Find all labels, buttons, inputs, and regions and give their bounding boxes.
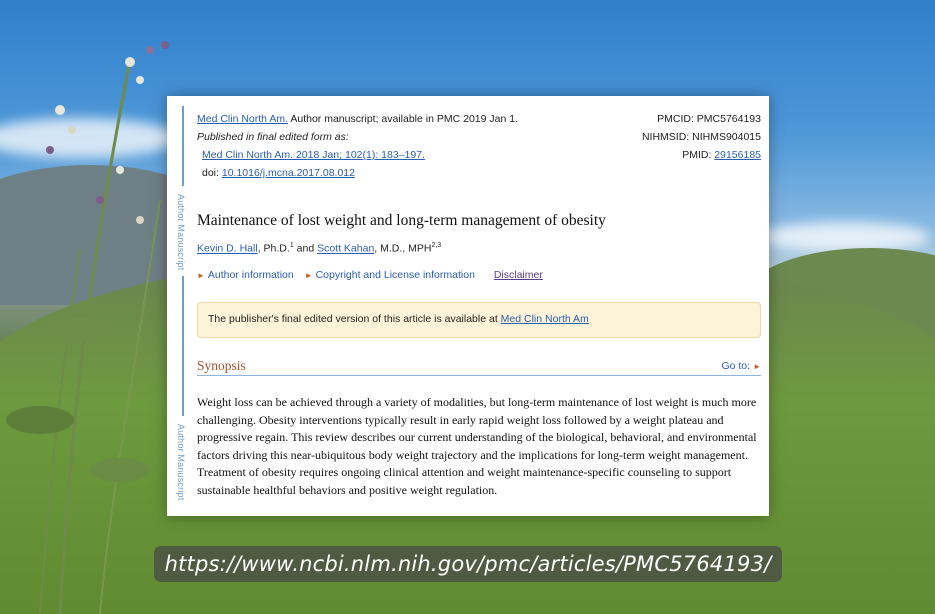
author-info-toggle[interactable] [197,269,298,281]
triangle-right-icon: ► [197,271,205,280]
doi-label: doi: [202,167,222,179]
section-title: Synopsis [197,358,246,373]
triangle-right-icon: ► [304,271,313,280]
pmid-label: PMID: [682,149,715,161]
pmid-link[interactable]: 29156185 [714,149,761,161]
article-screenshot [167,96,769,516]
author-list [197,242,441,255]
author-info-label: Author information [207,269,294,281]
copyright-info-label: Copyright and License information [315,269,475,281]
triangle-right-icon: ► [753,362,761,371]
notice-text: The publisher's final edited version of this article is available at [208,313,501,325]
author-manuscript-label: Author Manuscript [176,424,186,501]
strip-line [182,276,184,416]
goto-label: Go to: [721,360,751,372]
affiliation-sup: 2,3 [431,242,442,249]
disclaimer-link[interactable]: Disclaimer [493,269,543,281]
strip-line [182,106,184,186]
doi-link[interactable]: 10.1016/j.mcna.2017.08.012 [221,167,355,179]
affiliation-sup: 1 [289,242,294,249]
publisher-notice [197,302,761,338]
author-link[interactable]: Scott Kahan [317,242,375,255]
notice-journal-link[interactable]: Med Clin North Am [500,313,589,325]
article-info-links [197,269,547,281]
citation-link[interactable]: Med Clin North Am. 2018 Jan; 102(1): 183–197. [202,149,425,161]
cloud [760,222,930,252]
synopsis-header [197,358,761,376]
author-manuscript-strip [172,106,186,506]
pmcid: PMCID: PMC5764193 [657,113,761,125]
article-title: Maintenance of lost weight and long-term management of obesity [197,212,606,229]
published-label: Published in final edited form as: [197,131,349,143]
author-manuscript-label: Author Manuscript [176,194,186,271]
availability-line [197,110,518,128]
citation-line [197,146,518,164]
journal-link[interactable]: Med Clin North Am. [197,113,289,125]
citation-block [197,110,518,182]
availability-text: Author manuscript; available in PMC 2019 Jan 1. [288,113,518,125]
pmid-line [642,146,761,164]
author-link[interactable]: Kevin D. Hall [197,242,258,255]
goto-menu[interactable] [721,360,761,372]
doi-line [197,164,518,182]
nihmsid: NIHMSID: NIHMS904015 [641,131,761,143]
copyright-info-toggle[interactable] [305,269,479,281]
abstract-text: Weight loss can be achieved through a variety of modalities, but long-term maintenance of lost weight is much more challenging. Obesity interventions typically result in early rapid weight loss followed by a weight plateau and progressive regain. This review describes our current understanding of the biological, behavioral, and environmental factors driving this near-ubiquitous body weight trajectory and the implications for long-term weight management. Treatment of obesity requires ongoing clinical attention and weight maintenance-specific counseling to support sustainable healthful behaviors and positive weight regulation. [197,395,757,497]
author-degree: , Ph.D. [257,242,290,255]
author-separator: and [293,242,318,255]
url-caption: https://www.ncbi.nlm.nih.gov/pmc/articles/PMC5764193/ [154,546,782,582]
identifiers-block [642,110,761,164]
author-degree: , M.D., MPH [374,242,432,255]
